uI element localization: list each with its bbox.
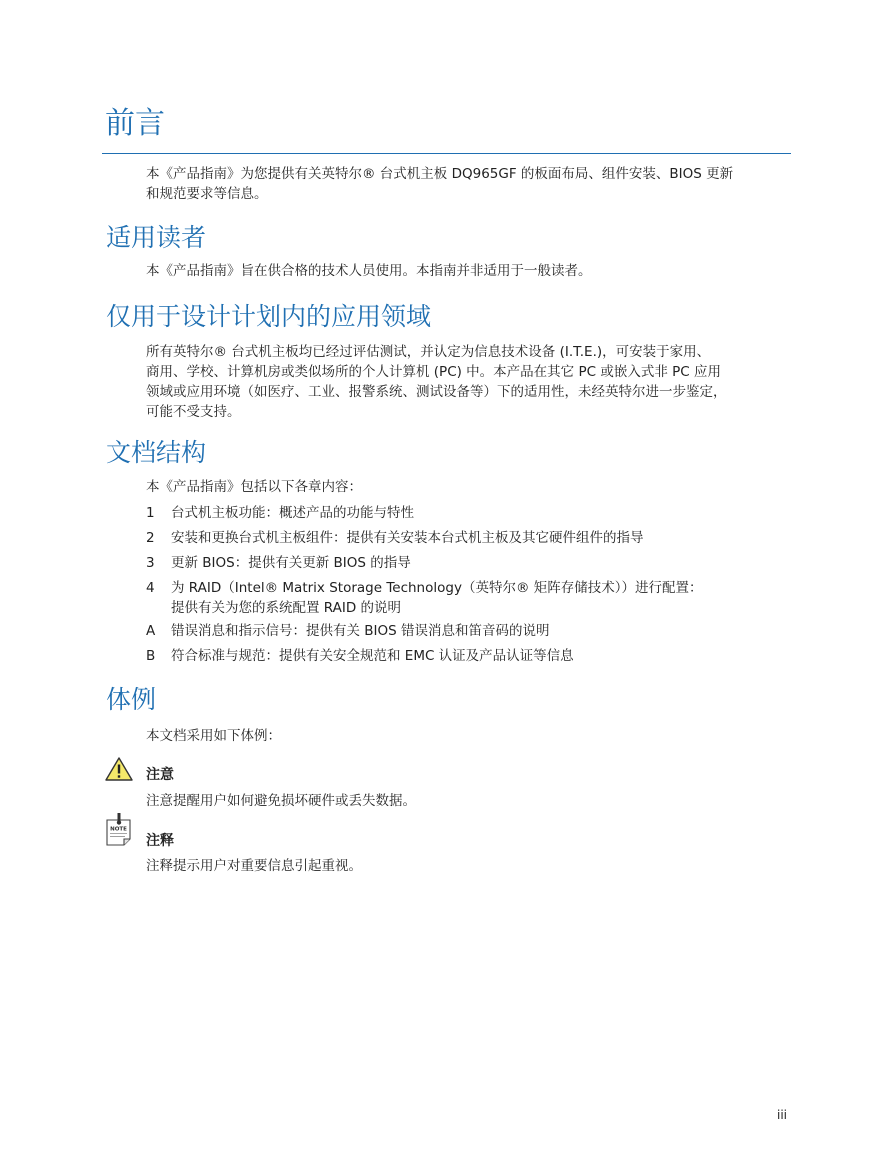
intended-use-paragraph [146,342,786,422]
chapter-text: 错误消息和指示信号：提供有关 BIOS 错误消息和笛音码的说明 [171,623,550,639]
audience-heading: 适用读者 [106,223,207,252]
chapter-text: 符合标准与规范：提供有关安全规范和 EMC 认证及产品认证等信息 [171,648,574,664]
doc-structure-heading: 文档结构 [106,438,207,467]
preface-line-1: 本《产品指南》为您提供有关英特尔® 台式机主板 DQ965GF 的板面布局、组件安装、BIOS 更新 [146,166,734,182]
note-text: 注释提示用户对重要信息引起重视。 [146,858,362,874]
note-icon-label: NOTE [110,826,127,833]
chapter-text: 为 RAID（Intel® Matrix Storage Technology（英特尔® 矩阵存储技术））进行配置： [171,580,703,596]
intended-use-line-3: 领域或应用环境（如医疗、工业、报警系统、测试设备等）下的适用性，未经英特尔进一步鉴定， [146,384,727,400]
preface-heading: 前言 [105,106,165,141]
intended-use-heading: 仅用于设计计划内的应用领域 [106,302,432,331]
heading-rule [102,153,791,154]
chapter-number: 1 [146,505,155,521]
conventions-heading: 体例 [106,685,157,714]
preface-paragraph [146,164,786,204]
warning-icon [104,756,134,782]
conventions-intro: 本文档采用如下体例： [146,728,281,744]
page-number: iii [776,1108,787,1122]
caution-title: 注意 [146,767,174,783]
intended-use-line-1: 所有英特尔® 台式机主板均已经过评估测试，并认定为信息技术设备 (I.T.E.)，可安装于家用、 [146,344,711,360]
note-icon [104,812,134,846]
intended-use-line-2: 商用、学校、计算机房或类似场所的个人计算机 (PC) 中。本产品在其它 PC 或嵌入式非 PC 应用 [146,364,721,380]
chapter-number: B [146,648,156,664]
chapter-number: 2 [146,530,155,546]
intended-use-line-4: 可能不受支持。 [146,404,241,420]
chapter-text: 提供有关为您的系统配置 RAID 的说明 [171,600,402,616]
chapter-text: 台式机主板功能：概述产品的功能与特性 [171,505,414,521]
chapter-text: 安装和更换台式机主板组件：提供有关安装本台式机主板及其它硬件组件的指导 [171,530,644,546]
doc-structure-intro: 本《产品指南》包括以下各章内容： [146,479,362,495]
chapter-number: A [146,623,156,639]
chapter-text: 更新 BIOS：提供有关更新 BIOS 的指导 [171,555,411,571]
audience-paragraph: 本《产品指南》旨在供合格的技术人员使用。本指南并非适用于一般读者。 [146,263,592,279]
caution-text: 注意提醒用户如何避免损坏硬件或丢失数据。 [146,793,416,809]
note-title: 注释 [146,833,174,849]
chapter-number: 3 [146,555,155,571]
chapter-number: 4 [146,580,155,596]
preface-line-2: 和规范要求等信息。 [146,186,268,202]
